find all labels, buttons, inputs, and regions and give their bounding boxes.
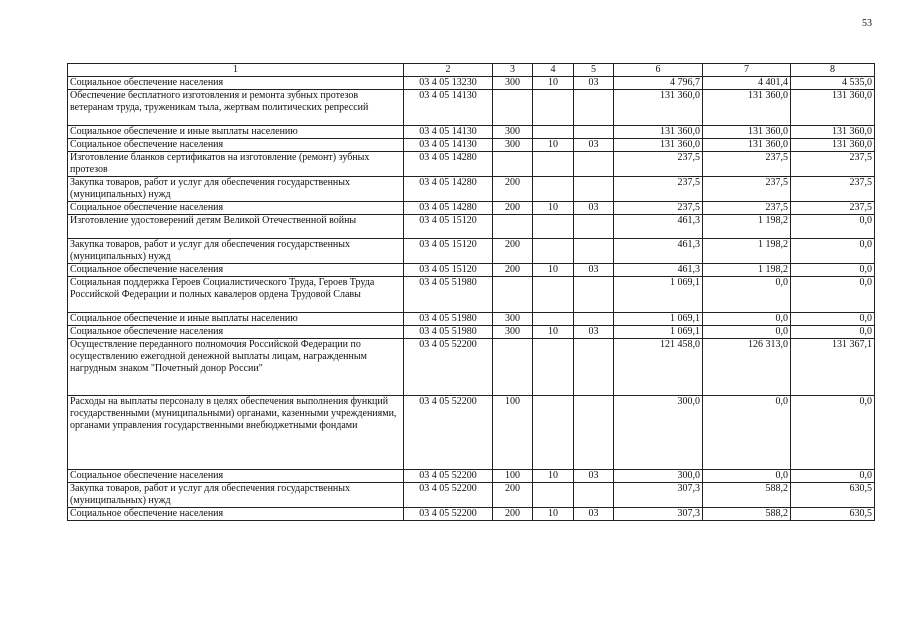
row-section [533, 313, 574, 326]
table-row [68, 313, 875, 326]
row-subsection [574, 239, 614, 264]
table-row [68, 396, 875, 470]
row-expense-type: 300 [493, 126, 533, 139]
row-expense-type: 300 [493, 139, 533, 152]
row-code: 03 4 05 15120 [404, 264, 493, 277]
row-name: Социальное обеспечение населения [68, 77, 404, 90]
row-subsection: 03 [574, 264, 614, 277]
row-section [533, 396, 574, 470]
row-expense-type: 100 [493, 470, 533, 483]
row-amount-col6: 121 458,0 [614, 339, 703, 396]
row-subsection [574, 313, 614, 326]
row-name: Социальное обеспечение и иные выплаты населению [68, 313, 404, 326]
row-amount-col6: 461,3 [614, 264, 703, 277]
table-row [68, 508, 875, 521]
row-amount-col6: 461,3 [614, 239, 703, 264]
row-expense-type: 200 [493, 483, 533, 508]
row-section [533, 126, 574, 139]
row-code: 03 4 05 14280 [404, 152, 493, 177]
row-section: 10 [533, 77, 574, 90]
row-amount-col7: 588,2 [703, 483, 791, 508]
row-subsection [574, 152, 614, 177]
row-expense-type: 200 [493, 239, 533, 264]
row-amount-col7: 126 313,0 [703, 339, 791, 396]
row-name: Социальное обеспечение населения [68, 508, 404, 521]
row-amount-col6: 237,5 [614, 177, 703, 202]
row-amount-col7: 131 360,0 [703, 126, 791, 139]
row-expense-type [493, 152, 533, 177]
row-expense-type: 100 [493, 396, 533, 470]
row-amount-col8: 237,5 [791, 202, 875, 215]
header-cell: 2 [404, 64, 493, 77]
row-name: Социальное обеспечение населения [68, 202, 404, 215]
row-name: Закупка товаров, работ и услуг для обеспечения государственных (муниципальных) нужд [68, 483, 404, 508]
row-amount-col7: 4 401,4 [703, 77, 791, 90]
header-cell: 8 [791, 64, 875, 77]
row-expense-type [493, 339, 533, 396]
page-number: 53 [862, 18, 872, 29]
row-subsection: 03 [574, 139, 614, 152]
row-amount-col6: 1 069,1 [614, 313, 703, 326]
row-section [533, 339, 574, 396]
row-amount-col8: 4 535,0 [791, 77, 875, 90]
header-cell: 3 [493, 64, 533, 77]
row-section: 10 [533, 470, 574, 483]
table-row [68, 77, 875, 90]
row-amount-col6: 237,5 [614, 202, 703, 215]
row-amount-col8: 131 367,1 [791, 339, 875, 396]
table-row [68, 139, 875, 152]
row-amount-col6: 1 069,1 [614, 326, 703, 339]
row-amount-col7: 237,5 [703, 202, 791, 215]
header-cell: 4 [533, 64, 574, 77]
table-row [68, 239, 875, 264]
row-section: 10 [533, 508, 574, 521]
table-row [68, 483, 875, 508]
row-name: Социальное обеспечение населения [68, 326, 404, 339]
table-row [68, 90, 875, 126]
row-subsection [574, 277, 614, 313]
row-amount-col8: 237,5 [791, 177, 875, 202]
row-amount-col6: 131 360,0 [614, 90, 703, 126]
row-section: 10 [533, 326, 574, 339]
row-section: 10 [533, 264, 574, 277]
row-code: 03 4 05 52200 [404, 470, 493, 483]
row-name: Расходы на выплаты персоналу в целях обеспечения выполнения функций государственными (муниципальными) органами, казенными учреждениями, органами управления государственными внебюджетными фондами [68, 396, 404, 470]
row-code: 03 4 05 14280 [404, 202, 493, 215]
row-section: 10 [533, 139, 574, 152]
row-code: 03 4 05 51980 [404, 313, 493, 326]
row-expense-type: 300 [493, 77, 533, 90]
row-section [533, 239, 574, 264]
row-amount-col6: 1 069,1 [614, 277, 703, 313]
row-subsection: 03 [574, 77, 614, 90]
row-section: 10 [533, 202, 574, 215]
row-expense-type: 200 [493, 177, 533, 202]
row-name: Социальное обеспечение населения [68, 264, 404, 277]
row-expense-type: 200 [493, 202, 533, 215]
table-row [68, 177, 875, 202]
row-subsection [574, 339, 614, 396]
row-amount-col7: 0,0 [703, 326, 791, 339]
row-code: 03 4 05 14130 [404, 126, 493, 139]
row-section [533, 483, 574, 508]
row-name: Социальное обеспечение населения [68, 139, 404, 152]
row-code: 03 4 05 51980 [404, 277, 493, 313]
row-expense-type [493, 90, 533, 126]
row-name: Закупка товаров, работ и услуг для обеспечения государственных (муниципальных) нужд [68, 177, 404, 202]
row-section [533, 90, 574, 126]
row-amount-col7: 0,0 [703, 396, 791, 470]
row-code: 03 4 05 14130 [404, 90, 493, 126]
row-name: Изготовление бланков сертификатов на изготовление (ремонт) зубных протезов [68, 152, 404, 177]
row-amount-col7: 588,2 [703, 508, 791, 521]
row-amount-col8: 0,0 [791, 470, 875, 483]
row-amount-col6: 307,3 [614, 508, 703, 521]
row-amount-col6: 461,3 [614, 215, 703, 239]
table-row [68, 326, 875, 339]
row-amount-col6: 131 360,0 [614, 139, 703, 152]
table-row [68, 215, 875, 239]
row-amount-col7: 1 198,2 [703, 215, 791, 239]
row-subsection [574, 126, 614, 139]
row-amount-col6: 4 796,7 [614, 77, 703, 90]
row-name: Обеспечение бесплатного изготовления и ремонта зубных протезов ветеранам труда, труженикам тыла, жертвам политических репрессий [68, 90, 404, 126]
row-amount-col8: 630,5 [791, 508, 875, 521]
header-row [68, 64, 875, 77]
row-section [533, 177, 574, 202]
row-amount-col7: 237,5 [703, 177, 791, 202]
row-expense-type: 300 [493, 326, 533, 339]
row-amount-col8: 0,0 [791, 277, 875, 313]
table-row [68, 470, 875, 483]
row-subsection [574, 90, 614, 126]
row-subsection [574, 396, 614, 470]
header-cell: 6 [614, 64, 703, 77]
row-expense-type [493, 277, 533, 313]
row-code: 03 4 05 52200 [404, 396, 493, 470]
row-subsection: 03 [574, 202, 614, 215]
row-amount-col6: 237,5 [614, 152, 703, 177]
row-amount-col8: 0,0 [791, 326, 875, 339]
row-amount-col7: 131 360,0 [703, 90, 791, 126]
row-name: Осуществление переданного полномочия Российской Федерации по осуществлению ежегодной денежной выплаты лицам, награжденным нагрудным знаком "Почетный донор России" [68, 339, 404, 396]
row-expense-type: 200 [493, 264, 533, 277]
row-amount-col7: 1 198,2 [703, 239, 791, 264]
header-cell: 5 [574, 64, 614, 77]
row-amount-col7: 1 198,2 [703, 264, 791, 277]
row-subsection: 03 [574, 326, 614, 339]
row-subsection: 03 [574, 508, 614, 521]
row-subsection: 03 [574, 470, 614, 483]
row-amount-col8: 0,0 [791, 313, 875, 326]
header-cell: 7 [703, 64, 791, 77]
row-amount-col8: 0,0 [791, 396, 875, 470]
row-expense-type [493, 215, 533, 239]
row-code: 03 4 05 15120 [404, 239, 493, 264]
row-code: 03 4 05 52200 [404, 483, 493, 508]
row-amount-col8: 131 360,0 [791, 139, 875, 152]
row-subsection [574, 483, 614, 508]
budget-table [67, 63, 875, 521]
row-amount-col7: 0,0 [703, 277, 791, 313]
table-row [68, 339, 875, 396]
table-row [68, 202, 875, 215]
row-code: 03 4 05 14130 [404, 139, 493, 152]
row-amount-col8: 131 360,0 [791, 126, 875, 139]
row-amount-col6: 131 360,0 [614, 126, 703, 139]
row-amount-col8: 0,0 [791, 239, 875, 264]
row-amount-col8: 131 360,0 [791, 90, 875, 126]
row-amount-col7: 131 360,0 [703, 139, 791, 152]
row-amount-col8: 630,5 [791, 483, 875, 508]
row-amount-col6: 300,0 [614, 470, 703, 483]
header-cell: 1 [68, 64, 404, 77]
row-amount-col7: 0,0 [703, 313, 791, 326]
row-amount-col8: 237,5 [791, 152, 875, 177]
row-expense-type: 200 [493, 508, 533, 521]
row-name: Социальная поддержка Героев Социалистического Труда, Героев Труда Российской Федерации и полных кавалеров ордена Трудовой Славы [68, 277, 404, 313]
row-amount-col6: 307,3 [614, 483, 703, 508]
row-code: 03 4 05 51980 [404, 326, 493, 339]
row-amount-col6: 300,0 [614, 396, 703, 470]
row-subsection [574, 215, 614, 239]
row-name: Изготовление удостоверений детям Великой Отечественной войны [68, 215, 404, 239]
row-amount-col8: 0,0 [791, 215, 875, 239]
row-section [533, 215, 574, 239]
table-row [68, 264, 875, 277]
row-name: Социальное обеспечение и иные выплаты населению [68, 126, 404, 139]
table-row [68, 277, 875, 313]
row-subsection [574, 177, 614, 202]
row-amount-col8: 0,0 [791, 264, 875, 277]
row-code: 03 4 05 14280 [404, 177, 493, 202]
row-code: 03 4 05 52200 [404, 339, 493, 396]
row-amount-col7: 0,0 [703, 470, 791, 483]
table-row [68, 126, 875, 139]
row-code: 03 4 05 52200 [404, 508, 493, 521]
row-name: Социальное обеспечение населения [68, 470, 404, 483]
row-code: 03 4 05 15120 [404, 215, 493, 239]
row-code: 03 4 05 13230 [404, 77, 493, 90]
row-expense-type: 300 [493, 313, 533, 326]
row-name: Закупка товаров, работ и услуг для обеспечения государственных (муниципальных) нужд [68, 239, 404, 264]
table-row [68, 152, 875, 177]
row-section [533, 152, 574, 177]
row-section [533, 277, 574, 313]
row-amount-col7: 237,5 [703, 152, 791, 177]
